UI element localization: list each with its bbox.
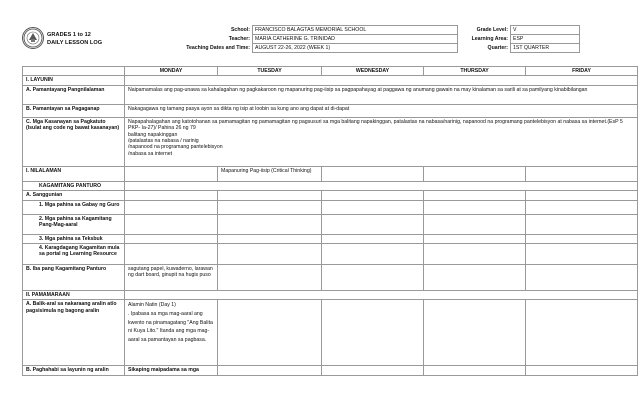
row-iba-pang-kagamitan	[23, 265, 638, 291]
row-gabay-ng-guro	[23, 200, 638, 214]
label-sanggunian: A. Sanggunian	[23, 191, 125, 200]
text-pamantayan-sa-pagaganap: Nakagagawa ng tamang pasya ayon sa dikta ng isip at loobin sa kung ano ang dapat at di-dapat	[125, 104, 638, 117]
day-friday: FRIDAY	[526, 67, 638, 76]
school-value: FRANCISCO BALAGTAS MEMORIAL SCHOOL	[253, 26, 458, 35]
header-meta-right	[458, 25, 580, 53]
row-balik-aral	[23, 300, 638, 366]
row-kagamitang-panturo	[23, 181, 638, 190]
day-monday: MONDAY	[125, 67, 218, 76]
deped-seal-logo	[22, 27, 44, 49]
label-nilalaman: I. NILALAMAN	[23, 166, 125, 181]
teacher-label: Teacher:	[166, 35, 253, 44]
paghahabi-monday: Sikaping maipadama sa mga	[125, 366, 218, 375]
area-label: Learning Area:	[458, 35, 511, 44]
iba-pang-kagamitan-monday: sagutang papel, kuwaderno, larawan ng dart board, ginupit na hugis puso	[125, 265, 218, 291]
section-pamamaraan-row	[23, 291, 638, 300]
dates-label: Teaching Dates and Time:	[166, 44, 253, 53]
dates-value: AUGUST 22-26, 2022 (WEEK 1)	[253, 44, 458, 53]
label-kagamitang-pang-mag-aaral: 2. Mga pahina sa Kagamitang Pang-Mag-aaral	[23, 214, 125, 234]
section-layunin-row	[23, 76, 638, 85]
row-paghahabi	[23, 366, 638, 375]
label-pamantayang-pangnilalaman: A. Pamantayang Pangnilalaman	[23, 85, 125, 104]
nilalaman-tuesday: Mapanuring Pag-iisip (Critical Thinking)	[218, 166, 322, 181]
label-paghahabi: B. Paghahabi sa layunin ng aralin	[23, 366, 125, 375]
label-iba-pang-kagamitan: B. Iba pang Kagamitang Panturo	[23, 265, 125, 291]
grade-label: Grade Level:	[458, 26, 511, 35]
balik-aral-monday: Alamin Natin (Day 1) . Ipabasa sa mga mag-aaral ang kwento na pinamagatang "Ang Balita ni Kuya Lito." Itanda ang mga mag-aaral sa pamantayan sa pagbasa.	[125, 300, 218, 366]
header-meta-left	[166, 25, 458, 53]
quarter-label: Quarter:	[458, 44, 511, 53]
header-title-grades: GRADES 1 to 12	[47, 32, 91, 38]
row-kasanayan-sa-pagkatuto	[23, 117, 638, 166]
teacher-value: MARIA CATHERINE G. TRINIDAD	[253, 35, 458, 44]
label-balik-aral: A. Balik-aral sa nakaraang aralin at/o pagsisimula ng bagong aralin	[23, 300, 125, 366]
section-layunin: I. LAYUNIN	[23, 76, 125, 85]
lesson-log-table	[22, 66, 638, 376]
row-teksbuk	[23, 234, 638, 243]
text-pamantayang-pangnilalaman: Naipamamalas ang pag-unawa sa kahalagahan ng pagkakaroon ng mapanuring pag-iisip sa pagpapahayag at paggawa ng anumang gawain na may kinalaman sa sarili at sa pamilyang kinabibilangan	[125, 85, 638, 104]
area-value: ESP	[511, 35, 580, 44]
day-thursday: THURSDAY	[424, 67, 526, 76]
days-header-row	[23, 67, 638, 76]
row-pamantayang-pangnilalaman	[23, 85, 638, 104]
day-tuesday: TUESDAY	[218, 67, 322, 76]
label-gabay-ng-guro: 1. Mga pahina sa Gabay ng Guro	[23, 200, 125, 214]
label-kagamitang-panturo: KAGAMITANG PANTURO	[23, 181, 125, 190]
label-pamantayan-sa-pagaganap: B. Pamantayan sa Pagaganap	[23, 104, 125, 117]
row-nilalaman	[23, 166, 638, 181]
section-pamamaraan: II. PAMAMARAAN	[23, 291, 125, 300]
label-teksbuk: 3. Mga pahina sa Teksbuk	[23, 234, 125, 243]
quarter-value: 1ST QUARTER	[511, 44, 580, 53]
day-wednesday: WEDNESDAY	[322, 67, 424, 76]
label-kasanayan-sa-pagkatuto: C. Mga Kasanayan sa Pagkatuto (Isulat ang code ng bawat kasanayan)	[23, 117, 125, 166]
header-title-dll: DAILY LESSON LOG	[47, 40, 103, 46]
row-karagdagang-kagamitan	[23, 244, 638, 265]
row-kagamitang-pang-mag-aaral	[23, 214, 638, 234]
row-pamantayan-sa-pagaganap	[23, 104, 638, 117]
text-kasanayan-sa-pagkatuto: Napapahalagahan ang katotohanan sa pamamagitan ng pamamagitan ng pagsusuri sa mga balitang napakinggan, patalastas na nabasa/narinig, napanood na programang pantelebisyon at nabasa sa internet.(EsP 5 PKP- Ia-27)/ Pahina 26 ng 79 balitang napakinggan /patalastas na nabasa / narinig /napanood na programang pantelebisyon /nabasa sa internet	[125, 117, 638, 166]
grade-value: V	[511, 26, 580, 35]
school-label: School:	[166, 26, 253, 35]
row-sanggunian	[23, 191, 638, 200]
label-karagdagang-kagamitan: 4. Karagdagang Kagamitan mula sa portal ng Learning Resource	[23, 244, 125, 265]
